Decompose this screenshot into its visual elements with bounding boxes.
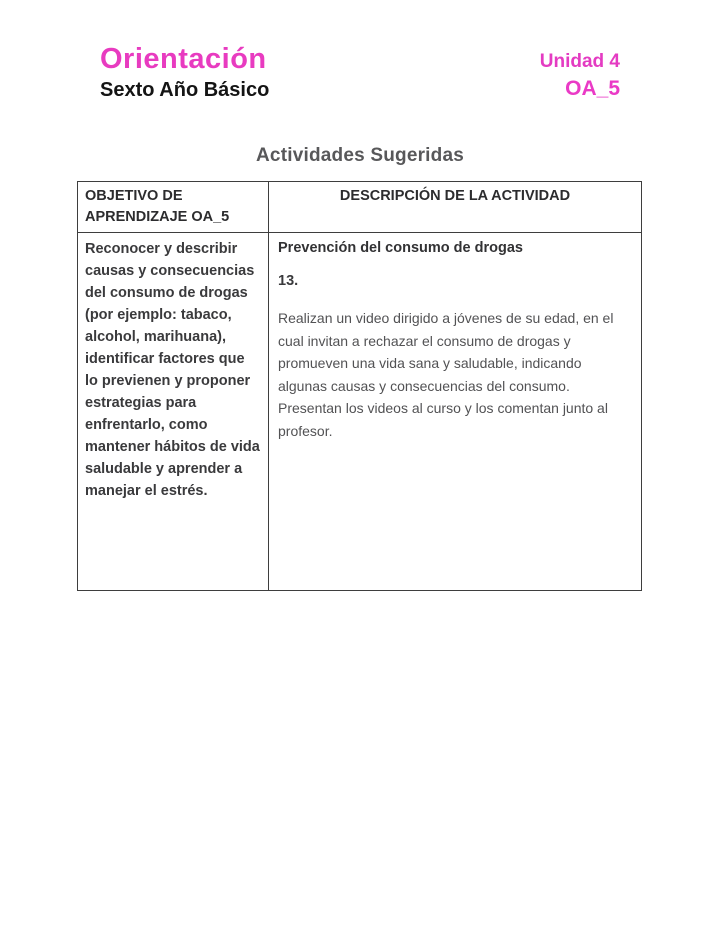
header-left-block [100,42,269,102]
subject-title: Orientación [100,43,267,75]
grade-subtitle: Sexto Año Básico [100,79,270,101]
table-row [78,233,642,591]
objective-cell: Reconocer y describir causas y consecuencias del consumo de drogas (por ejemplo: tabaco, alcohol, marihuana), identificar factores que lo previenen y proponer estrategias para enfrentarlo, como mantener hábitos de vida saludable y aprender a manejar el estrés. [78,233,269,591]
activity-cell [269,233,642,591]
activity-heading: Prevención del consumo de drogas [278,240,523,256]
unit-label: Unidad 4 [539,51,620,72]
column-header-objective: OBJETIVO DE APRENDIZAJE OA_5 [78,182,269,233]
activities-table-body [78,233,642,591]
header-right-block [540,42,620,102]
column-header-description: DESCRIPCIÓN DE LA ACTIVIDAD [269,182,642,233]
activity-description: Realizan un video dirigido a jóvenes de su edad, en el cual invitan a rechazar el consumo de drogas y promueven una vida sana y saludable, indicando algunas causas y consecuencias del consumo. Presentan los videos al curso y los comentan junto al profesor. [278,310,614,439]
activity-number: 13. [278,273,299,289]
activities-table-head [78,182,642,233]
activities-table [77,181,642,591]
page-title: Actividades Sugeridas [256,145,464,166]
oa-code-label: OA_5 [565,77,620,100]
document-header [0,0,720,102]
table-header-row [78,182,642,233]
